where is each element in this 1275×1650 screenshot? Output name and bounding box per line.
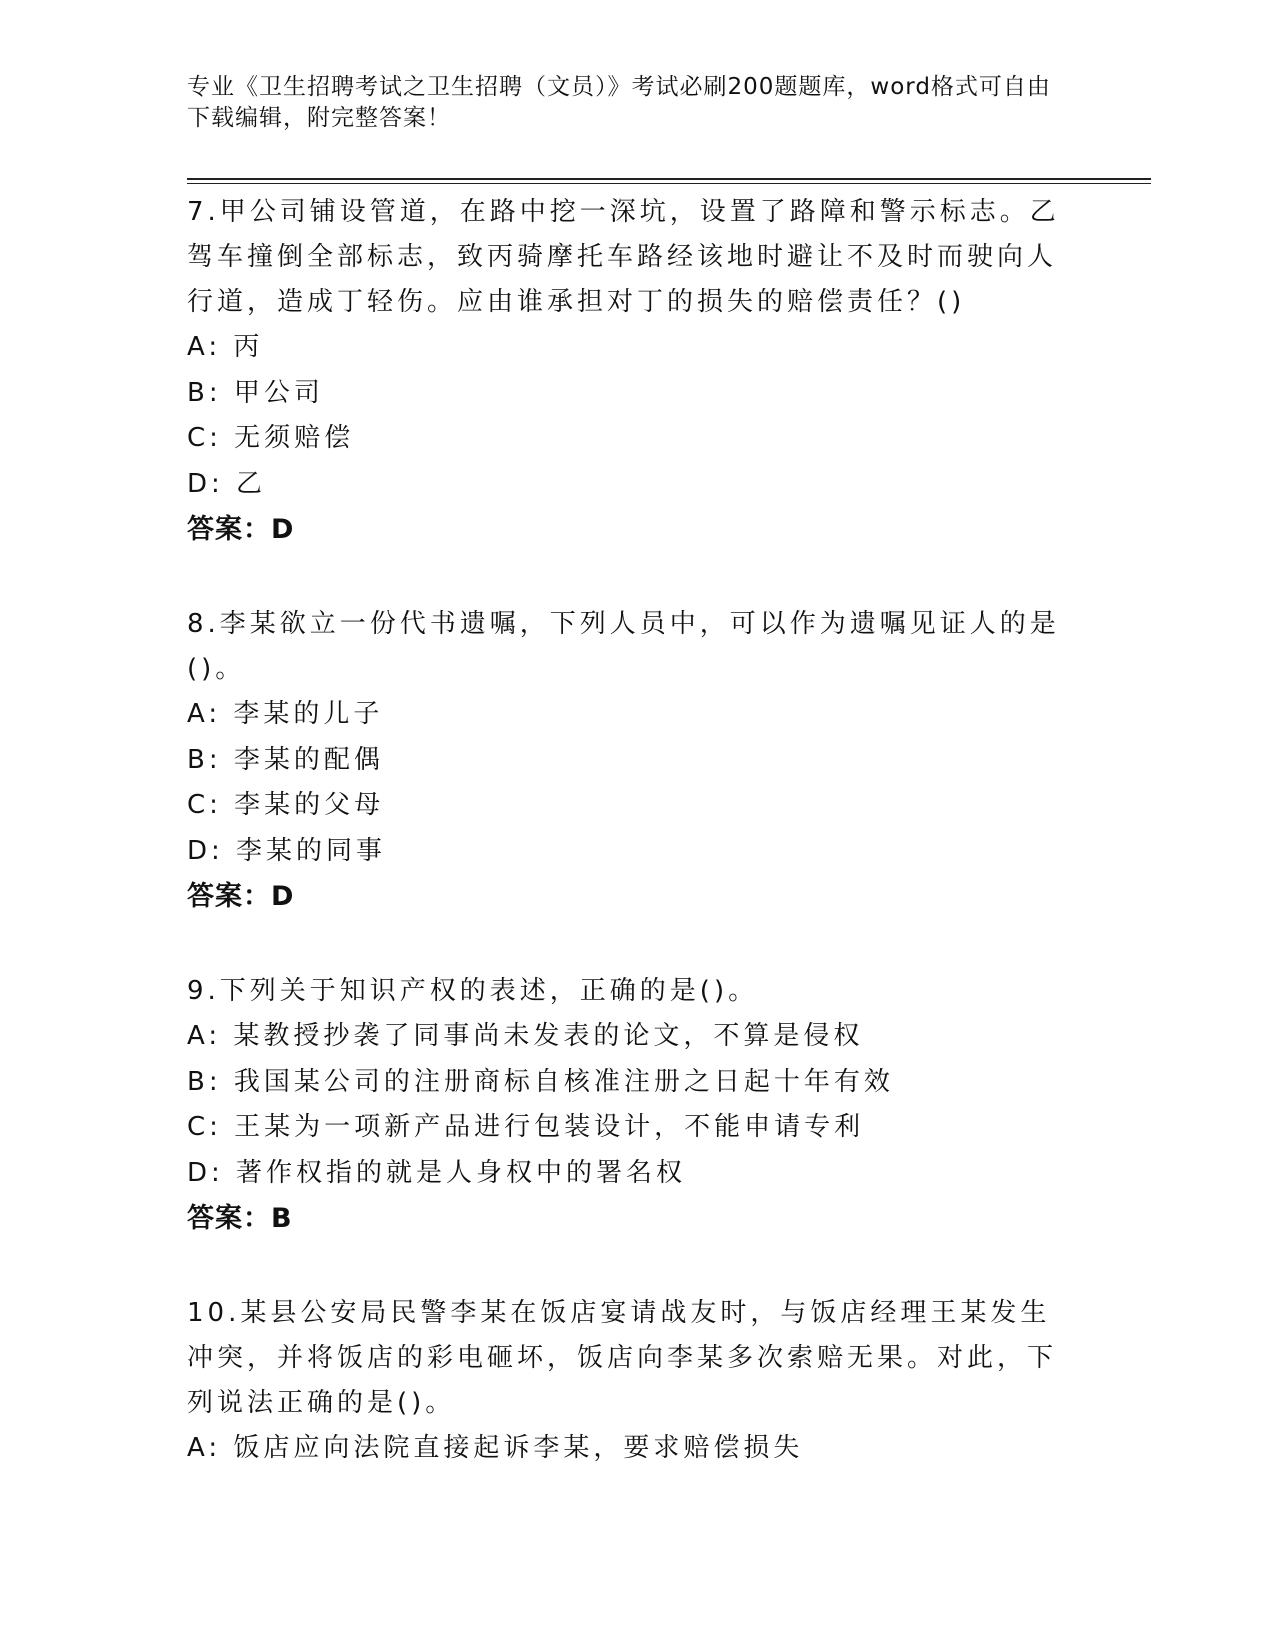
question-stem: 9.下列关于知识产权的表述，正确的是()。 bbox=[187, 976, 759, 1006]
question-item bbox=[187, 969, 1077, 1241]
option-a: A: 饭店应向法院直接起诉李某，要求赔偿损失 bbox=[187, 1433, 804, 1463]
option-d: D: 乙 bbox=[187, 468, 267, 499]
option-b: B: 甲公司 bbox=[187, 377, 324, 408]
question-stem: 8.李某欲立一份代书遗嘱，下列人员中，可以作为遗嘱见证人的是()。 bbox=[187, 609, 1060, 684]
question-stem: 7.甲公司铺设管道，在路中挖一深坑，设置了路障和警示标志。乙驾车撞倒全部标志，致丙骑摩托车路经该地时避让不及时而驶向人行道，造成丁轻伤。应由谁承担对丁的损失的赔偿责任？() bbox=[187, 197, 1060, 317]
header-divider-thin bbox=[187, 183, 1151, 184]
question-list bbox=[187, 190, 1077, 1472]
answer-line: 答案：B bbox=[187, 1203, 293, 1234]
option-c: C: 王某为一项新产品进行包装设计，不能申请专利 bbox=[187, 1112, 865, 1142]
option-b: B: 我国某公司的注册商标自核准注册之日起十年有效 bbox=[187, 1066, 894, 1097]
option-d: D: 著作权指的就是人身权中的署名权 bbox=[187, 1157, 687, 1188]
option-d: D: 李某的同事 bbox=[187, 835, 387, 866]
header-divider-thick bbox=[187, 178, 1151, 180]
header-text: 专业《卫生招聘考试之卫生招聘（文员）》考试必刷200题题库，word格式可自由下载编辑，附完整答案！ bbox=[187, 74, 1051, 131]
question-item bbox=[187, 190, 1077, 552]
option-b: B: 李某的配偶 bbox=[187, 744, 384, 775]
option-a: A: 某教授抄袭了同事尚未发表的论文，不算是侵权 bbox=[187, 1021, 864, 1051]
question-stem: 10.某县公安局民警李某在饭店宴请战友时，与饭店经理王某发生冲突，并将饭店的彩电砸坏，饭店向李某多次索赔无果。对此，下列说法正确的是()。 bbox=[187, 1298, 1058, 1418]
option-a: A: 丙 bbox=[187, 332, 264, 362]
option-a: A: 李某的儿子 bbox=[187, 699, 384, 729]
question-item bbox=[187, 1291, 1077, 1472]
answer-line: 答案：D bbox=[187, 881, 295, 912]
document-header bbox=[187, 72, 1067, 134]
option-c: C: 李某的父母 bbox=[187, 790, 385, 820]
answer-line: 答案：D bbox=[187, 514, 295, 545]
question-item bbox=[187, 602, 1077, 919]
option-c: C: 无须赔偿 bbox=[187, 423, 355, 453]
